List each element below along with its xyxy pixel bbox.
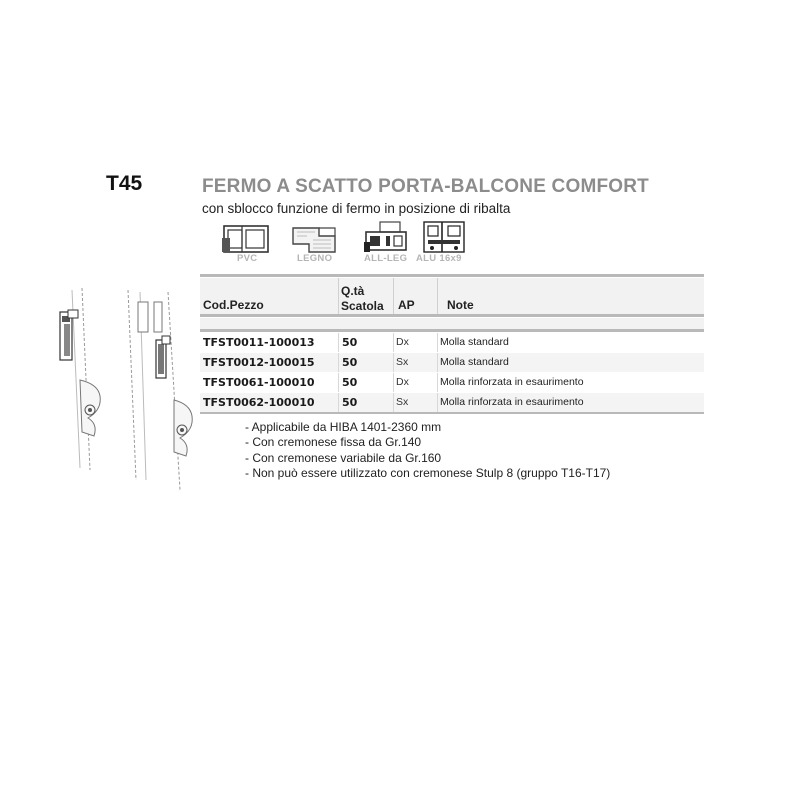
cell-ap: Sx [396,356,409,368]
cell-divider [437,393,438,412]
cell-divider [338,393,339,412]
cell-code: TFST0011-100013 [203,336,315,349]
cell-divider [393,373,394,392]
cell-note: Molla standard [440,356,509,368]
cell-divider [393,333,394,352]
material-label-all-leg: ALL-LEG [364,253,408,264]
cell-note: Molla standard [440,336,509,348]
table-row [200,333,704,352]
header-qty-line2: Scatola [341,299,384,313]
header-qty-line1: Q.tà [341,284,365,298]
header-divider [393,278,394,314]
table-row [200,373,704,392]
product-subtitle: con sblocco funzione di fermo in posizione di ribalta [202,201,511,216]
cell-divider [437,353,438,372]
table-body-rule [200,329,704,332]
cell-divider [437,333,438,352]
cell-ap: Sx [396,396,409,408]
cell-qty: 50 [342,376,358,389]
cell-divider [338,373,339,392]
cell-divider [338,353,339,372]
cell-qty: 50 [342,336,358,349]
cell-code: TFST0062-100010 [203,396,315,409]
product-code: T45 [106,172,143,195]
cell-ap: Dx [396,336,409,348]
header-code: Cod.Pezzo [203,298,264,312]
cell-code: TFST0061-100010 [203,376,315,389]
note-line: - Applicabile da HIBA 1401-2360 mm [245,420,442,434]
product-notes [245,420,610,481]
cell-divider [393,393,394,412]
table-row [200,353,704,372]
header-divider [338,278,339,314]
header-ap: AP [398,298,415,312]
cell-divider [338,333,339,352]
note-line: - Con cremonese variabile da Gr.160 [245,450,442,465]
cell-qty: 50 [342,396,358,409]
note-line: - Non può essere utilizzato con cremonese Stulp 8 (gruppo T16-T17) [245,465,611,480]
cell-qty: 50 [342,356,358,369]
cell-ap: Dx [396,376,409,388]
header-note: Note [447,298,474,312]
cell-code: TFST0012-100015 [203,356,315,369]
product-technical-drawing [50,280,200,500]
table-bottom-rule [200,412,704,414]
material-label-legno: LEGNO [297,253,333,264]
cell-note: Molla rinforzata in esaurimento [440,396,584,408]
table-header-rule [200,314,704,317]
material-label-alu: ALU 16x9 [416,253,462,264]
cell-note: Molla rinforzata in esaurimento [440,376,584,388]
note-line: - Con cremonese fissa da Gr.140 [245,435,422,450]
table-top-rule [200,274,704,277]
cell-divider [437,373,438,392]
cell-divider [393,353,394,372]
material-label-pvc: PVC [237,253,258,264]
header-divider [437,278,438,314]
product-title: FERMO A SCATTO PORTA-BALCONE COMFORT [202,176,649,197]
table-row [200,393,704,412]
